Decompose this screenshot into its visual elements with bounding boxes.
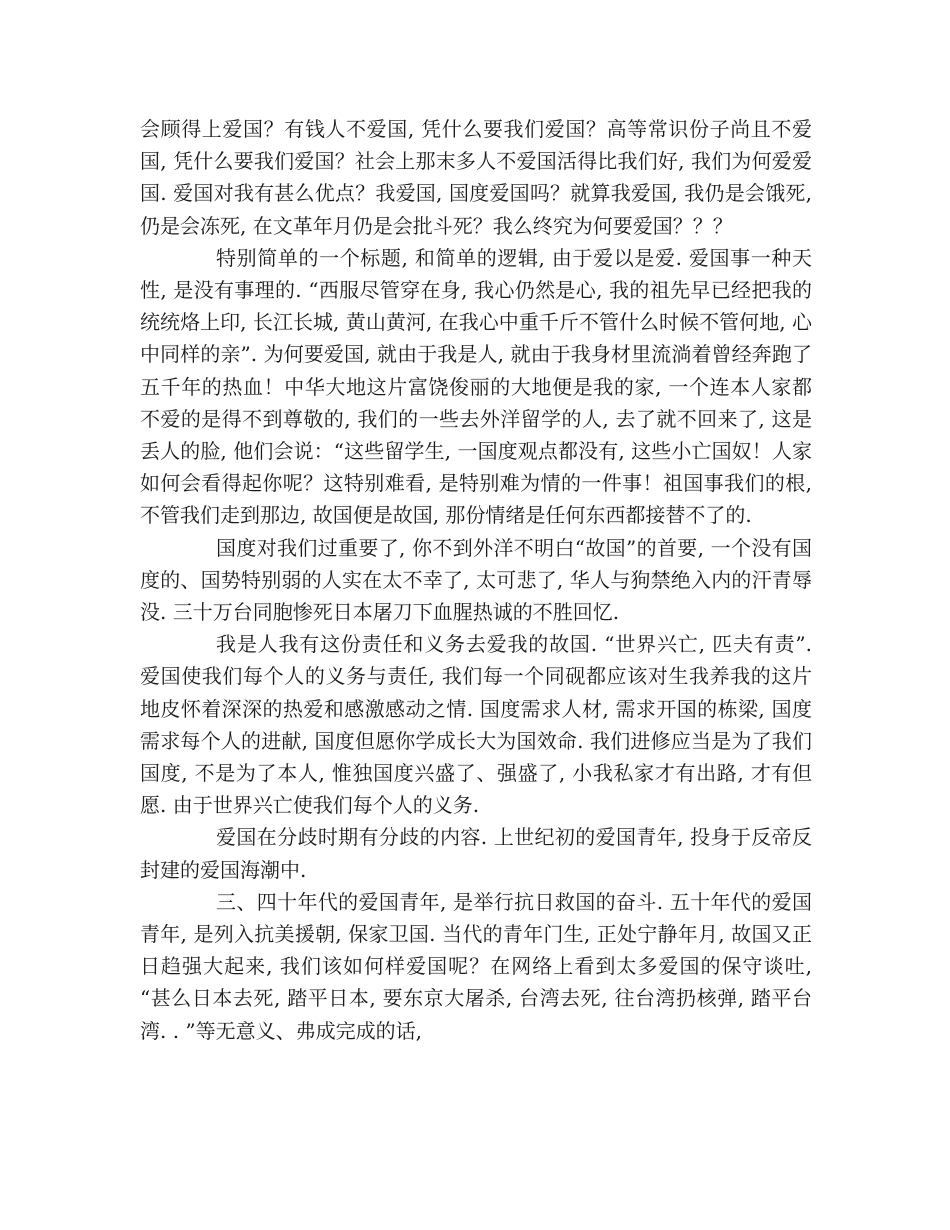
paragraph-3: 国度对我们过重要了, 你不到外洋不明白“故国”的首要, 一个没有国度的、国势特别弱的人实在太不幸了, 太可悲了, 华人与狗禁绝入内的汗青辱没. 三十万台同胞惨死日本屠刀下血腥热诚的不胜回忆. [140,535,812,625]
paragraph-6: 三、四十年代的爱国青年, 是举行抗日救国的奋斗. 五十年代的爱国青年, 是列入抗美援朝, 保家卫国. 当代的青年门生, 正处宁静年月, 故国又正日趋强大起来, 我们该如何样爱国呢？在网络上看到太多爱国的保守谈吐, “甚么日本去死, 踏平日本, 要东京大屠杀, 台湾去死, 往台湾扔核弹, 踏平台湾. . ”等无意义、弗成完成的话, [140,889,812,1043]
paragraph-1: 会顾得上爱国？有钱人不爱国, 凭什么要我们爱国？高等常识份子尚且不爱国, 凭什么要我们爱国？社会上那末多人不爱国活得比我们好, 我们为何爱爱国. 爱国对我有甚么优点？我爱国, 国度爱国吗？就算我爱国, 我仍是会饿死, 仍是会冻死, 在文革年月仍是会批斗死？我么终究为何要爱国？？？ [140,117,812,238]
body-text [140,113,812,1047]
paragraph-5: 爱国在分歧时期有分歧的内容. 上世纪初的爱国青年, 投身于反帝反封建的爱国海潮中. [140,825,812,882]
paragraph-2: 特别简单的一个标题, 和简单的逻辑, 由于爱以是爱. 爱国事一种天性, 是没有事理的. “西服尽管穿在身, 我心仍然是心, 我的祖先早已经把我的统统烙上印, 长江长城, 黄山黄河, 在我心中重千斤不管什么时候不管何地, 心中同样的亲”. 为何要爱国, 就由于我是人, 就由于我身材里流淌着曾经奔跑了五千年的热血！中华大地这片富饶俊丽的大地便是我的家, 一个连本人家都不爱的是得不到尊敬的, 我们的一些去外洋留学的人, 去了就不回来了, 这是丢人的脸, 他们会说：“这些留学生, 一国度观点都没有, 这些小亡国奴！人家如何会看得起你呢？这特别难看, 是特别难为情的一件事！祖国事我们的根, 不管我们走到那边, 故国便是故国, 那份情绪是任何东西都接替不了的. [140,245,812,528]
paragraph-4: 我是人我有这份责任和义务去爱我的故国. “世界兴亡, 匹夫有责”. 爱国使我们每个人的义务与责任, 我们每一个同砚都应该对生我养我的这片地皮怀着深深的热爱和感激感动之情. 国度需求人材, 需求开国的栋梁, 国度需求每个人的进献, 国度但愿你学成长大为国效命. 我们进修应当是为了我们国度, 不是为了本人, 惟独国度兴盛了、强盛了, 小我私家才有出路, 才有但愿. 由于世界兴亡使我们每个人的义务. [140,632,812,818]
